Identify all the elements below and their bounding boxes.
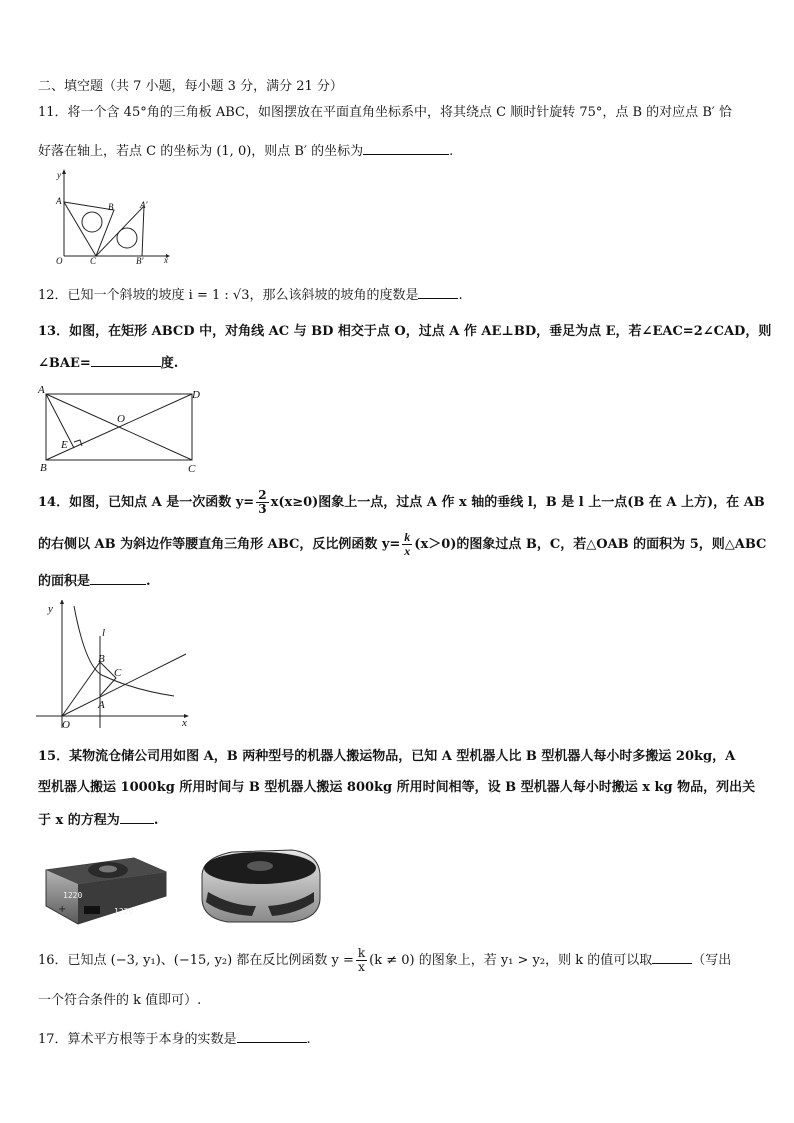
q16-line1-end: （写出 [692, 953, 732, 968]
svg-text:+: + [58, 904, 67, 915]
q11-label-b2: B′ [136, 256, 144, 264]
q17-end: . [306, 1032, 311, 1047]
q16-frac-num: k [357, 946, 366, 960]
q11-circle-1 [82, 212, 102, 232]
q14-line2 [38, 528, 766, 562]
q13-line2 [38, 354, 178, 373]
q13-segment-ae [46, 394, 74, 448]
q12-answer-blank [418, 286, 458, 299]
section-heading: 二、填空题（共 7 小题，每小题 3 分，满分 21 分） [38, 79, 343, 94]
robot-a-image [38, 840, 170, 928]
q11-triangle-abc [64, 202, 114, 256]
q15-line3-text: 于 x 的方程为 [38, 813, 120, 828]
q16-line1-text: 16．已知点 (−3, y₁)、(−15, y₂) 都在反比例函数 y = [38, 953, 354, 968]
q14-figure [34, 600, 194, 732]
q14-label-o: O [62, 719, 70, 731]
q11-figure [46, 168, 170, 264]
q14-label-c: C [114, 667, 122, 679]
q14-line1 [38, 486, 765, 520]
q13-line2-text: ∠BAE= [38, 356, 91, 371]
q11-line2 [38, 142, 453, 161]
q14-line2-text: 的右侧以 AB 为斜边作等腰直角三角形 ABC，反比例函数 y= [38, 537, 401, 552]
q16-line1 [38, 944, 731, 978]
q13-answer-blank [91, 354, 161, 367]
q14-line3-text: 的面积是 [38, 574, 91, 589]
q13-label-c: C [188, 463, 196, 475]
q11-line1: 11．将一个含 45°角的三角板 ABC，如图摆放在平面直角坐标系中，将其绕点 C 顺时针旋转 75°，点 B 的对应点 B′ 恰 [38, 105, 732, 120]
robot-a-label-1: 1220 [63, 891, 83, 900]
q13-line2-end: 度. [160, 356, 179, 371]
q14-line-y-2-3x [62, 654, 186, 716]
q13-label-b: B [40, 462, 47, 474]
q14-line3 [38, 572, 151, 591]
q13-label-d: D [192, 389, 200, 401]
q12-text: 12．已知一个斜坡的坡度 i = 1 : √3，那么该斜坡的坡角的度数是 [38, 288, 419, 303]
q11-label-o: O [56, 256, 63, 264]
q11-line2-end: . [449, 144, 454, 159]
q15-answer-blank [120, 811, 154, 824]
q11-answer-blank [363, 142, 449, 155]
q13-label-a: A [38, 384, 45, 396]
q14-label-l: l [102, 627, 106, 639]
q14-label-b: B [98, 653, 105, 665]
q14-fraction-2-3 [256, 489, 268, 516]
robot-a-label-2: 1220 [114, 907, 134, 916]
q13-label-o: O [117, 413, 125, 425]
q16-frac-den: x [358, 960, 365, 974]
q11-circle-2 [117, 228, 137, 248]
q14-label-y: y [48, 603, 53, 615]
q14-label-a: A [98, 699, 105, 711]
q14-line3-end: . [146, 574, 151, 589]
q14-answer-blank [90, 572, 146, 585]
q16-fraction-k-x [356, 947, 367, 974]
q14-frac1-den: 3 [258, 502, 267, 516]
q11-label-a: A [56, 196, 62, 206]
q11-label-b: B [108, 202, 114, 212]
q15-line1: 15．某物流仓储公司用如图 A，B 两种型号的机器人搬运物品，已知 A 型机器人比 B 型机器人每小时多搬运 20kg，A [38, 749, 736, 764]
q13-line1: 13．如图，在矩形 ABCD 中，对角线 AC 与 BD 相交于点 O，过点 A 作 AE⊥BD，垂足为点 E，若∠EAC=2∠CAD，则 [38, 324, 772, 339]
q15-line3-end: . [153, 813, 159, 828]
q14-line1-rest: x(x≥0)图象上一点，过点 A 作 x 轴的垂线 l，B 是 l 上一点(B 在 A 上方)，在 AB [270, 495, 765, 510]
q12-end: . [458, 288, 463, 303]
q14-label-x: x [182, 717, 187, 729]
q12-line [38, 286, 463, 305]
q11-label-c: C [90, 256, 97, 264]
q14-segment-ob [62, 662, 100, 716]
q13-figure [34, 382, 214, 476]
q13-label-e: E [61, 439, 68, 451]
q14-line1-text: 14．如图，已知点 A 是一次函数 y= [38, 495, 255, 510]
q11-label-a2: A′ [140, 200, 148, 210]
robot-b-image [192, 836, 328, 930]
q11-label-x: x [164, 255, 168, 264]
q17-line [38, 1030, 311, 1049]
q14-fraction-k-x [402, 531, 412, 558]
q17-answer-blank [237, 1030, 307, 1043]
q15-line3 [38, 811, 158, 830]
q15-line2: 型机器人搬运 1000kg 所用时间与 B 型机器人搬运 800kg 所用时间相等，设 B 型机器人每小时搬运 x kg 物品，列出关 [38, 780, 756, 795]
q14-hyperbola [74, 606, 174, 696]
q16-answer-blank [652, 951, 692, 964]
q11-line2-text: 好落在轴上，若点 C 的坐标为 (1, 0)，则点 B′ 的坐标为 [38, 144, 364, 159]
q14-frac2-den: x [404, 544, 411, 558]
q14-line2-rest: (x＞0)的图象过点 B，C，若△OAB 的面积为 5，则△ABC [414, 537, 767, 552]
q17-text: 17．算术平方根等于本身的实数是 [38, 1032, 237, 1047]
q16-line1-rest: (k ≠ 0) 的图象上，若 y₁ > y₂，则 k 的值可以取 [369, 953, 653, 968]
q11-label-y: y [57, 170, 61, 180]
q14-frac1-num: 2 [258, 488, 267, 502]
q16-line2: 一个符合条件的 k 值即可）. [38, 993, 202, 1008]
q14-frac2-num: k [404, 530, 411, 544]
